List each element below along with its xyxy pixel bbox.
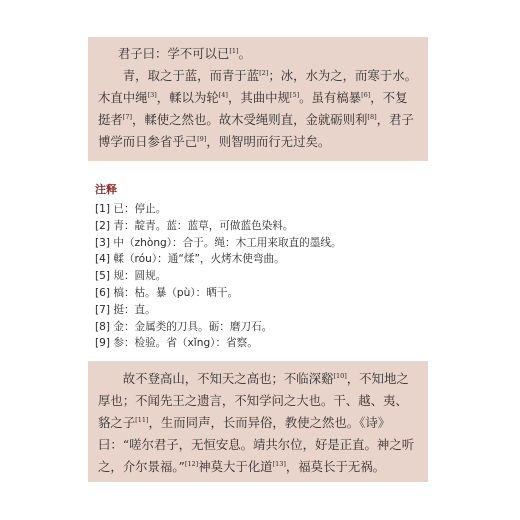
- note-item: [8] 金：金属类的刀具。砺：磨刀石。: [95, 320, 273, 333]
- passage-box-2: [88, 361, 428, 482]
- text-run: ，则智明而行无过矣。: [206, 134, 331, 149]
- note-item: [1] 已：停止。: [95, 203, 167, 215]
- text-run: 。: [238, 46, 251, 61]
- footnote-ref[interactable]: [5]: [289, 91, 300, 99]
- note-item: [6] 槁：枯。暴（pù）：晒干。: [95, 286, 239, 299]
- passage-1-paragraph-2: [98, 65, 418, 153]
- footnote-ref[interactable]: [11]: [135, 416, 149, 424]
- text-run: 神莫大于化道: [198, 459, 273, 474]
- text-run: ，輮使之然也。故木受绳则直，金就砺则利: [132, 112, 368, 127]
- passage-1-paragraph-1: [98, 43, 418, 65]
- notes-title: 注释: [95, 183, 117, 196]
- footnote-ref[interactable]: [2]: [259, 69, 269, 77]
- footnote-ref[interactable]: [3]: [147, 91, 157, 99]
- footnote-ref[interactable]: [1]: [229, 47, 239, 55]
- footnote-ref[interactable]: [13]: [272, 460, 286, 468]
- footnote-ref[interactable]: [6]: [361, 91, 371, 99]
- text-run: ；冰，水为之，而寒于水。木直中绳: [98, 68, 417, 105]
- text-run: 青，取之于蓝，而青于蓝: [122, 68, 260, 83]
- text-run: ，其曲中规: [227, 90, 290, 105]
- note-item: [7] 挺：直。: [95, 303, 156, 316]
- footnote-ref[interactable]: [8]: [367, 113, 377, 121]
- footnote-ref[interactable]: [10]: [333, 372, 347, 380]
- text-run: ，生而同声，长而异俗，教使之然也。《诗》曰：“嗟尔君子，无恒安息。靖共尔位，好是正直。神之听之，介尔景福。”: [98, 415, 415, 474]
- text-run: ，不复挺者: [98, 90, 408, 127]
- note-item: [4] 輮（róu）：通“煣”，火烤木使弯曲。: [95, 253, 285, 266]
- text-run: 君子曰：学不可以已: [117, 46, 230, 61]
- text-run: ，不知地之厚也；不闻先王之遗言，不知学问之大也。干、越、夷、貉之子: [98, 371, 409, 430]
- text-run: 。虽有槁暴: [299, 90, 362, 105]
- passage-box-1: [88, 37, 428, 161]
- footnote-ref[interactable]: [7]: [122, 113, 132, 121]
- note-item: [5] 规：圆规。: [95, 270, 167, 283]
- text-run: ，君子博学而日参省乎己: [98, 112, 414, 149]
- notes-list: [95, 201, 425, 352]
- note-item: [2] 青：靛青。蓝：蓝草，可做蓝色染料。: [95, 219, 294, 232]
- footnote-ref[interactable]: [9]: [197, 135, 207, 143]
- text-run: ，福莫长于无祸。: [285, 459, 386, 474]
- note-item: [3] 中（zhòng）：合于。绳：木工用来取直的墨线。: [95, 236, 342, 249]
- footnote-ref[interactable]: [12]: [184, 460, 199, 468]
- footnote-ref[interactable]: [4]: [218, 91, 228, 99]
- note-item: [9] 参：检验。省（xǐng）：省察。: [95, 337, 258, 350]
- text-run: ，輮以为轮: [156, 90, 219, 105]
- passage-2-paragraph-1: [98, 368, 418, 478]
- text-run: 故不登高山，不知天之高也；不临深谿: [122, 371, 334, 386]
